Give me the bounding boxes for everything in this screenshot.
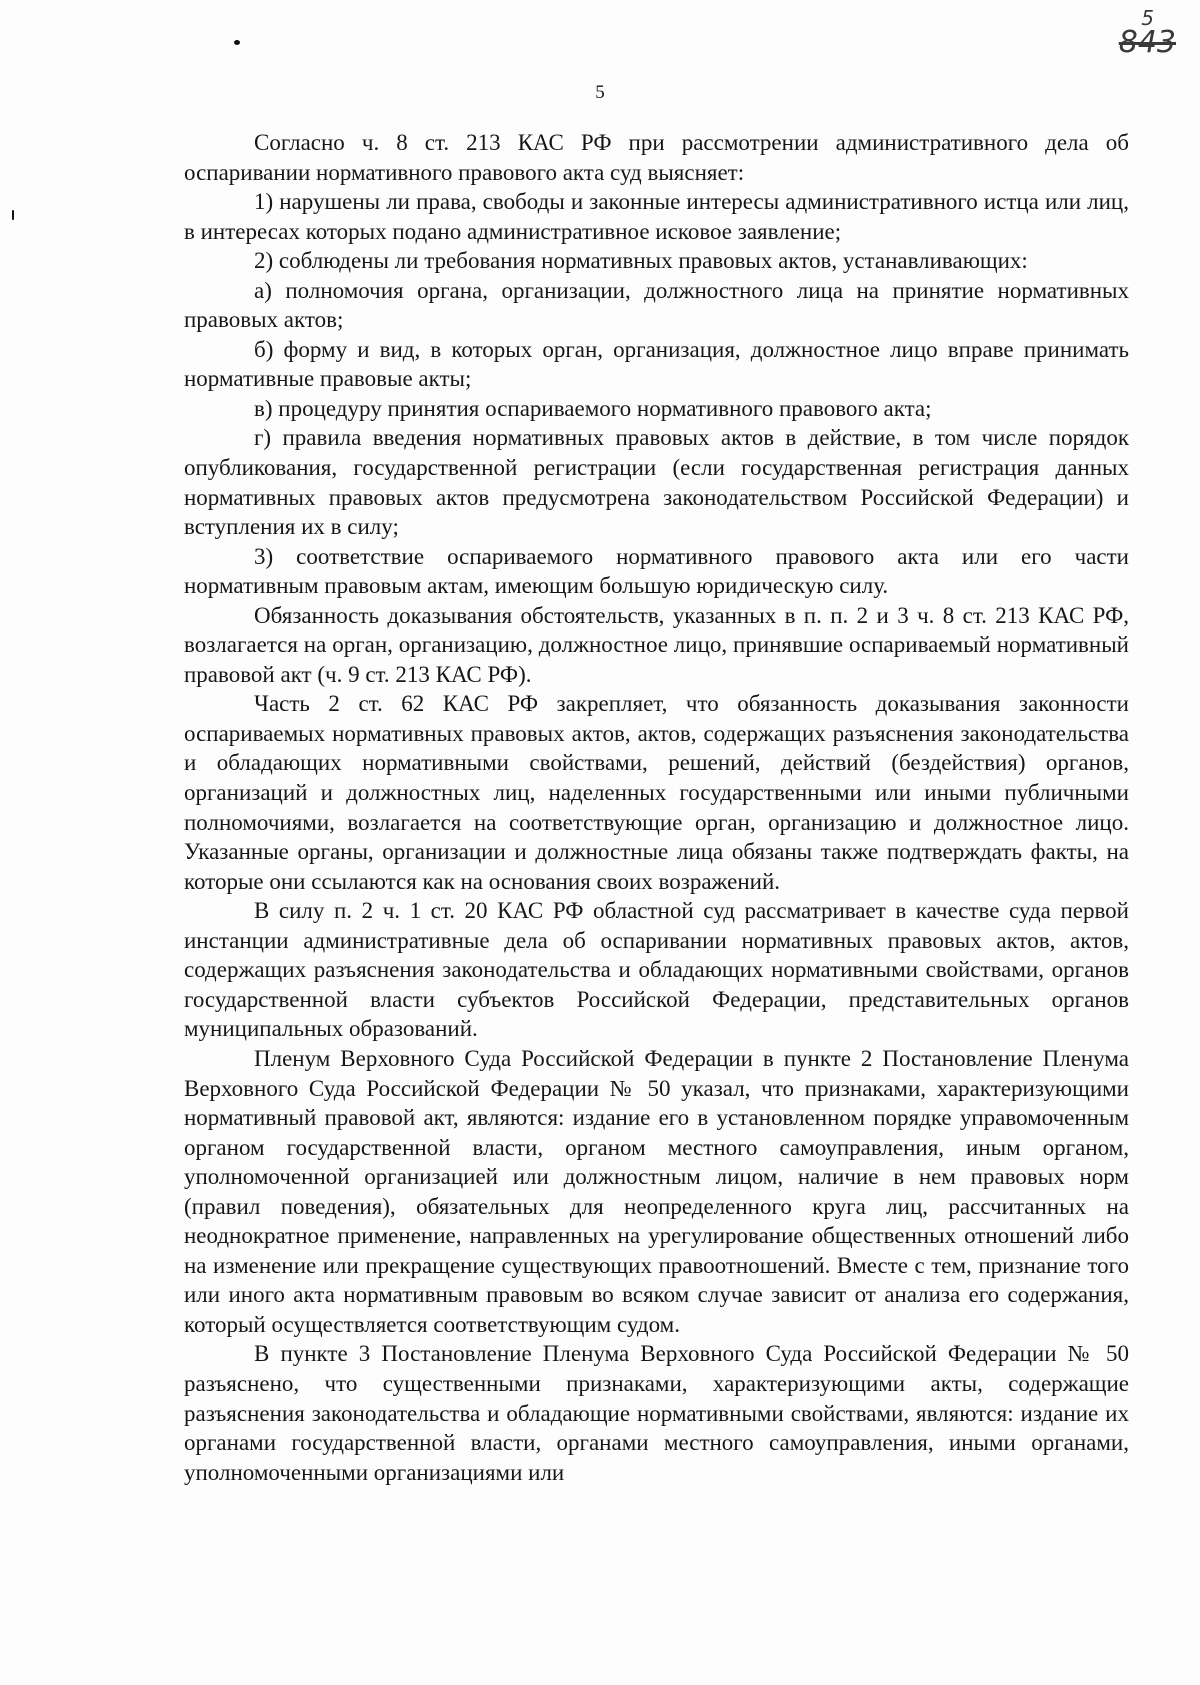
scan-speck [234,40,240,45]
paragraph: Пленум Верховного Суда Российской Федерации в пункте 2 Постановление Пленума Верховного Суда Российской Федерации № 50 указал, что признаками, характеризующими нормативный правовой акт, являются: издание его в установленном порядке управомоченным органом государственной власти, органом местного самоуправления, иным органом, уполномоченной организацией или должностным лицом, наличие в нем правовых норм (правил поведения), обязательных для неопределенного круга лиц, рассчитанных на неоднократное применение, направленных на урегулирование общественных отношений либо на изменение или прекращение существующих правоотношений. Вместе с тем, признание того или иного акта нормативным правовым во всяком случае зависит от анализа его содержания, который осуществляется соответствующим судом. [184,1045,1129,1337]
paragraph: 2) соблюдены ли требования нормативных правовых актов, устанавливающих: [254,248,1028,274]
handwritten-page-number [1119,8,1176,58]
paragraph: в) процедуру принятия оспариваемого нормативного правового акта; [254,395,932,421]
scan-speck [12,210,14,220]
document-body [184,128,1129,1487]
paragraph: а) полномочия органа, организации, должностного лица на принятие нормативных правовых актов; [184,277,1129,333]
paragraph: б) форму и вид, в которых орган, организация, должностное лицо вправе принимать нормативные правовые акты; [184,336,1129,392]
paragraph: Согласно ч. 8 ст. 213 КАС РФ при рассмотрении административного дела об оспаривании нормативного правового акта суд выясняет: [184,130,1129,185]
paragraph: В силу п. 2 ч. 1 ст. 20 КАС РФ областной суд рассматривает в качестве суда первой инстанции административные дела об оспаривании нормативных правовых актов, актов, содержащих разъяснения законодательства и обладающих нормативными свойствами, органов государственной власти субъектов Российской Федерации, представительных органов муниципальных образований. [184,898,1129,1042]
page-number: 5 [595,82,605,103]
paragraph: 1) нарушены ли права, свободы и законные интересы административного истца или лиц, в интересах которых подано административное исковое заявление; [184,189,1129,244]
handwritten-main-number: 843 [1118,25,1176,60]
paragraph: Часть 2 ст. 62 КАС РФ закрепляет, что обязанность доказывания законности оспариваемых нормативных правовых актов, актов, содержащих разъяснения законодательства и обладающих нормативными свойствами, решений, действий (бездействия) органов, организаций и должностных лиц, наделенных государственными или иными публичными полномочиями, возлагается на соответствующие орган, организацию и должностное лицо. Указанные органы, организации и должностные лица обязаны также подтверждать факты, на которые они ссылаются как на основания своих возражений. [184,691,1129,894]
paragraph: Обязанность доказывания обстоятельств, указанных в п. п. 2 и 3 ч. 8 ст. 213 КАС РФ, возлагается на орган, организацию, должностное лицо, принявшие оспариваемый нормативный правовой акт (ч. 9 ст. 213 КАС РФ). [184,602,1129,687]
paragraph: В пункте 3 Постановление Пленума Верховного Суда Российской Федерации № 50 разъяснено, что существенными признаками, характеризующими акты, содержащие разъяснения законодательства и обладающие нормативными свойствами, являются: издание их органами государственной власти, органами местного самоуправления, иными органами, уполномоченными организациями или [184,1341,1129,1485]
handwritten-small-number: 5 [1141,6,1154,30]
paragraph: 3) соответствие оспариваемого нормативного правового акта или его части нормативным правовым актам, имеющим большую юридическую силу. [184,543,1129,599]
paragraph: г) правила введения нормативных правовых актов в действие, в том числе порядок опубликования, государственной регистрации (если государственная регистрация данных нормативных правовых актов предусмотрена законодательством Российской Федерации) и вступления их в силу; [184,425,1129,540]
